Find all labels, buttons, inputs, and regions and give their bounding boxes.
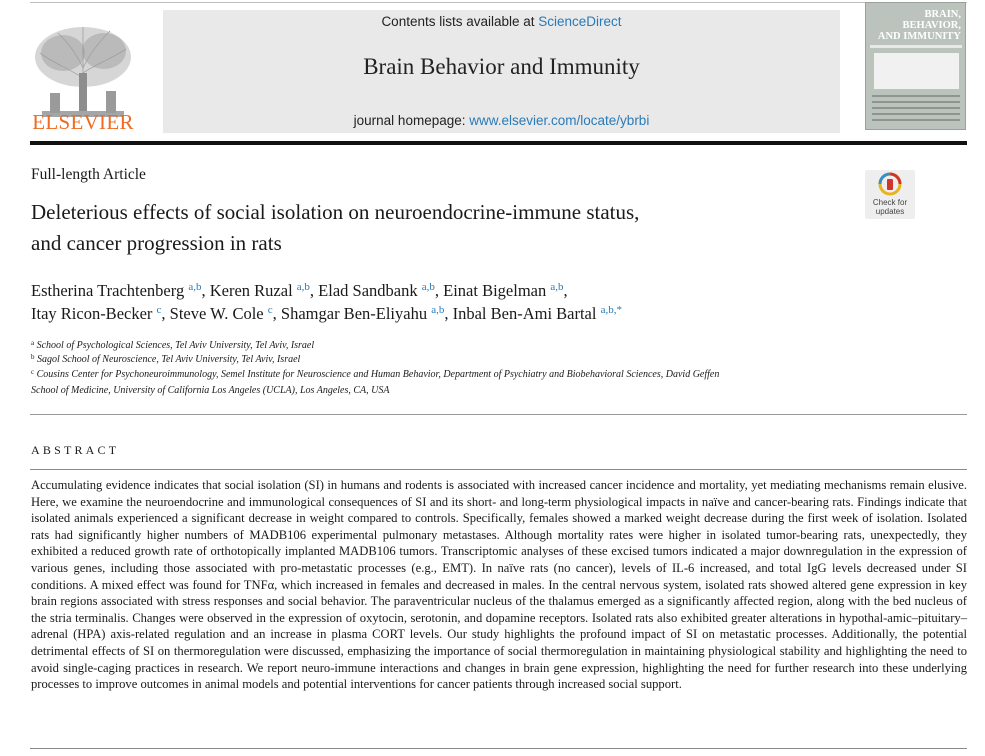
author-name: Elad Sandbank — [318, 281, 418, 300]
contents-line — [163, 14, 840, 29]
homepage-prefix: journal homepage: — [353, 113, 470, 128]
check-for-updates-label — [865, 198, 915, 216]
affiliation-text: Cousins Center for Psychoneuroimmunology, Semel Institute for Neuroscience and Human Behavior, Department of Psychiatry and Biobehavioral Sciences, David Geffen — [36, 369, 720, 380]
affiliation-line — [31, 385, 390, 396]
affiliation-text: Sagol School of Neuroscience, Tel Aviv University, Tel Aviv, Israel — [37, 354, 301, 365]
check-for-updates-line-2: updates — [875, 207, 905, 216]
journal-cover-thumbnail — [865, 2, 966, 130]
affiliation-marker: c — [31, 368, 35, 376]
author-separator: , — [309, 281, 319, 300]
cover-text-lines — [872, 95, 960, 125]
publisher-name: ELSEVIER — [32, 110, 134, 134]
cover-illustration — [874, 53, 959, 89]
author-name: Itay Ricon-Becker — [31, 304, 153, 323]
affiliation-marker: a — [31, 339, 35, 347]
affiliation-rule — [30, 414, 967, 415]
journal-title: Brain Behavior and Immunity — [363, 54, 640, 79]
affiliation-text: School of Psychological Sciences, Tel Aviv University, Tel Aviv, Israel — [36, 340, 315, 351]
journal-homepage-link[interactable]: www.elsevier.com/locate/ybrbi — [469, 113, 650, 128]
author-affiliation-marker[interactable]: a,b — [188, 281, 202, 293]
author-separator: , — [563, 281, 568, 300]
author-affiliation-marker[interactable]: a,b — [421, 281, 435, 293]
abstract-text: Accumulating evidence indicates that social isolation (SI) in humans and rodents is associated with increased cancer incidence and mortality, yet mediating mechanisms remain elusive. Here, we examine the neuroendocrine and immunological consequences of SI and its short- and long-term physiological impacts in naïve and cancer-bearing rats. Findings indicate that isolated animals experienced a significant decrease in weight compared to controls. Specifically, females showed a marked weight decrease during the first week of isolation. Isolated rats had significantly higher numbers of MADB106 experimental pulmonary metastases. Although mortality rates were higher in isolated tumor-bearing rats, unexpectedly, they exhibited a reduced growth rate of orthotopically implanted MADB106 tumors. Transcriptomic analyses of these excised tumors indicated a major downregulation in the expression of various genes, including those associated with pro-metastatic processes (e.g., EMT). In naïve rats (no cancer), levels of IL-6 increased, and total IgG levels decreased under SI conditions. A mixed effect was found for TNFα, which increased in females and decreased in males. In the central nervous system, isolated rats showed altered gene expression in key brain regions associated with stress responses and social behavior. The paraventricular nucleus of the thalamus emerged as a significantly affected region, along with the bed nucleus of the stria terminalis. Changes were observed in the expression of oxytocin, serotonin, and dopamine receptors. Isolated rats also exhibited greater alterations in hypothal-amic–pituitary–adrenal (HPA) axis-related regulation and an increase in plasma CORT levels. Our study highlights the profound impact of SI on metastatic processes. Additionally, the potential detrimental effects of SI on thermoregulation were discussed, emphasizing the importance of social thermoregulation in maintaining physiological stability and highlighting the need to avoid single-caging practices in research. We report neuro-immune interactions and changes in brain gene expression, highlighting the need for further research into these underlying processes to improve outcomes in animal models and potential interventions for cancer patients through increased social support. — [31, 478, 967, 692]
check-for-updates-line-1: Check for — [872, 198, 908, 207]
authors-line-1 — [31, 281, 568, 301]
cover-bar — [870, 45, 962, 48]
contents-prefix: Contents lists available at — [381, 14, 539, 29]
cover-title — [869, 9, 961, 42]
cover-title-line-1: BRAIN, — [924, 9, 961, 20]
crossmark-icon — [878, 172, 902, 196]
author-separator: , — [161, 304, 170, 323]
cover-title-line-3: AND IMMUNITY — [877, 31, 961, 42]
author-name: Shamgar Ben-Eliyahu — [280, 304, 428, 323]
author-separator: , — [434, 281, 444, 300]
authors-line-2 — [31, 304, 622, 324]
author-affiliation-marker[interactable]: a,b — [431, 304, 445, 316]
check-for-updates-button[interactable] — [865, 170, 915, 219]
cover-title-line-2: BEHAVIOR, — [902, 20, 961, 31]
article-title-line-1: Deleterious effects of social isolation on neuroendocrine-immune status, — [31, 200, 640, 224]
author-affiliation-marker[interactable]: c — [267, 304, 273, 316]
journal-masthead — [163, 10, 840, 133]
header-rule — [30, 141, 967, 145]
article-title-line-2: and cancer progression in rats — [31, 231, 282, 255]
affiliation-line — [31, 369, 719, 380]
sciencedirect-link[interactable]: ScienceDirect — [538, 14, 622, 29]
abstract-bottom-rule — [30, 748, 967, 749]
affiliation-marker: b — [31, 353, 35, 361]
author-name: Steve W. Cole — [169, 304, 264, 323]
affiliation-line — [31, 354, 300, 365]
homepage-line — [163, 113, 840, 128]
abstract-heading: ABSTRACT — [31, 443, 120, 457]
author-separator: , — [201, 281, 210, 300]
author-affiliation-marker[interactable]: a,b — [550, 281, 564, 293]
affiliation-line — [31, 340, 314, 351]
author-name: Inbal Ben-Ami Bartal — [452, 304, 597, 323]
author-affiliation-marker[interactable]: a,b,* — [600, 304, 622, 316]
author-name: Keren Ruzal — [209, 281, 293, 300]
author-separator: , — [272, 304, 281, 323]
affiliation-text: School of Medicine, University of California Los Angeles (UCLA), Los Angeles, CA, USA — [31, 385, 390, 396]
author-affiliation-marker[interactable]: c — [156, 304, 162, 316]
abstract-top-rule — [30, 469, 967, 470]
author-affiliation-marker[interactable]: a,b — [296, 281, 310, 293]
author-name: Einat Bigelman — [443, 281, 547, 300]
author-separator: , — [444, 304, 453, 323]
author-name: Estherina Trachtenberg — [31, 281, 185, 300]
top-rule — [30, 2, 967, 3]
article-type: Full-length Article — [31, 166, 146, 183]
